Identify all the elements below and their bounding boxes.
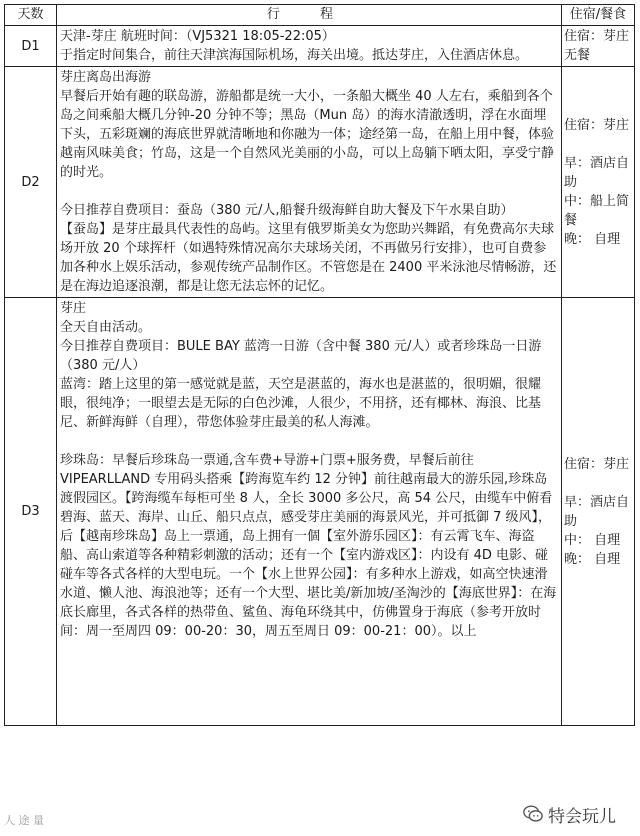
stay-breakfast: 早：酒店自助 <box>564 155 630 190</box>
stay-hotel: 住宿：芽庄 <box>564 29 630 44</box>
plan-title: 天津-芽庄 航班时间：（VJ5321 18:05-22:05） <box>60 29 335 44</box>
day-plan <box>57 67 562 298</box>
header-day: 天数 <box>5 5 57 26</box>
day-row-d1 <box>5 26 635 67</box>
plan-paragraph: 珍珠岛：早餐后珍珠岛一票通,含车费+导游+门票+服务费，早餐后前往VIPEARLLAND 专用码头搭乘【跨海览车约 12 分钟】前往越南最大的游乐园,珍珠岛渡假园区。【跨海缆车每柜可坐 8 人，全长 3000 多公尺，高 54 公尺，由缆车中俯看碧海、蓝天、海岸、山丘、船只点点，感受芽庄美丽的海景风光，并可抵御 7 级风】，后【越南珍珠岛】岛上一票通，岛上拥有一個【室外游乐园区】：有云霄飞车、海盗船、高山索道等各种精彩刺激的活动；还有一个【室内游戏区】：内设有 4D 电影、碰碰车等各式各样的大型电玩。一个【水上世界公园】：有多种水上游戏，如高空快速滑水道、懒人池、海浪池等；还有一个大型、堪比美/新加坡/圣淘沙的【海底世界】：在海底长廊里，各式各样的热带鱼、鲨鱼、海龟环绕其中，仿佛置身于海底（参考开放时间：周一至周四 09：00-20：30，周五至周日 09：00-21：00）。以上 <box>60 453 557 639</box>
day-label: D3 <box>5 298 57 726</box>
day-label: D1 <box>5 26 57 67</box>
stay-lunch: 中： 自理 <box>564 532 621 548</box>
day-stay <box>562 26 635 67</box>
plan-optional-item: 今日推荐自费项目：BULE BAY 蓝湾一日游（含中餐 380 元/人）或者珍珠岛一日游（380 元/人） <box>60 339 542 373</box>
header-row <box>5 5 635 26</box>
day-label: D2 <box>5 67 57 298</box>
stay-lunch: 中：船上简餐 <box>564 193 630 228</box>
header-plan <box>57 5 562 26</box>
day-row-d2 <box>5 67 635 298</box>
stay-breakfast: 早：酒店自助 <box>564 494 630 529</box>
wechat-icon <box>522 803 544 825</box>
day-stay <box>562 298 635 726</box>
stay-dinner: 晚： 自理 <box>564 551 621 567</box>
plan-paragraph: 全天自由活动。 <box>60 320 152 335</box>
stay-dinner: 晚： 自理 <box>564 231 621 247</box>
day-stay <box>562 67 635 298</box>
plan-optional-item: 今日推荐自费项目：蚕岛（380 元/人,船餐升级海鲜自助大餐及下午水果自助） <box>60 203 514 218</box>
brand-name: 特会玩儿 <box>548 806 616 827</box>
plan-paragraph: 【蚕岛】是芽庄最具代表性的岛屿。这里有俄罗斯美女为您助兴舞蹈，有免费高尔夫球场开放 20 个球挥杆（如遇特殊情况高尔夫球场关闭，不再做另行安排），也可自费参加各种水上娱乐活动，参观传统产品制作区。不管您是在 2400 平米泳池尽情畅游，还是在海边追逐浪潮，都是让您无法忘怀的记忆。 <box>60 222 557 294</box>
plan-paragraph: 于指定时间集合，前往天津滨海国际机场，海关出境。抵达芽庄，入住酒店休息。 <box>60 48 529 63</box>
stay-hotel: 住宿：芽庄 <box>564 117 630 133</box>
watermark: 人 途 量 <box>4 814 44 827</box>
day-plan <box>57 26 562 67</box>
day-row-d3 <box>5 298 635 726</box>
header-stay: 住宿/餐食 <box>562 5 635 26</box>
itinerary-table <box>4 4 635 726</box>
plan-paragraph: 蓝湾：踏上这里的第一感觉就是蓝，天空是湛蓝的，海水也是湛蓝的，很明媚，很耀眼，很纯净；一眼望去是无际的白色沙滩，人很少，不用挤，还有椰林、海浪、比基尼、新鲜海鲜（自理），带您体验芽庄最美的私人海滩。 <box>60 377 542 430</box>
stay-hotel: 住宿：芽庄 <box>564 456 630 472</box>
plan-paragraph: 早餐后开始有趣的联岛游，游船都是统一大小，一条船大概坐 40 人左右，乘船到各个岛之间乘船大概几分钟-20 分钟不等；黑岛（Mun 岛）的海水清澈透明，浮在水面埋下头，五彩斑斓的海底世界就清晰地和你融为一体；途经第一岛，在船上用中餐，体验越南风味美食；竹岛，这是一个自然风光美丽的小岛，可以上岛躺下晒太阳，享受宁静的时光。 <box>60 89 555 180</box>
header-plan-text: 行 程 <box>266 7 352 22</box>
plan-title: 芽庄离岛出海游 <box>60 70 152 85</box>
stay-meal: 无餐 <box>564 48 591 63</box>
brand-badge <box>522 800 638 828</box>
plan-title: 芽庄 <box>60 301 87 316</box>
day-plan <box>57 298 562 726</box>
